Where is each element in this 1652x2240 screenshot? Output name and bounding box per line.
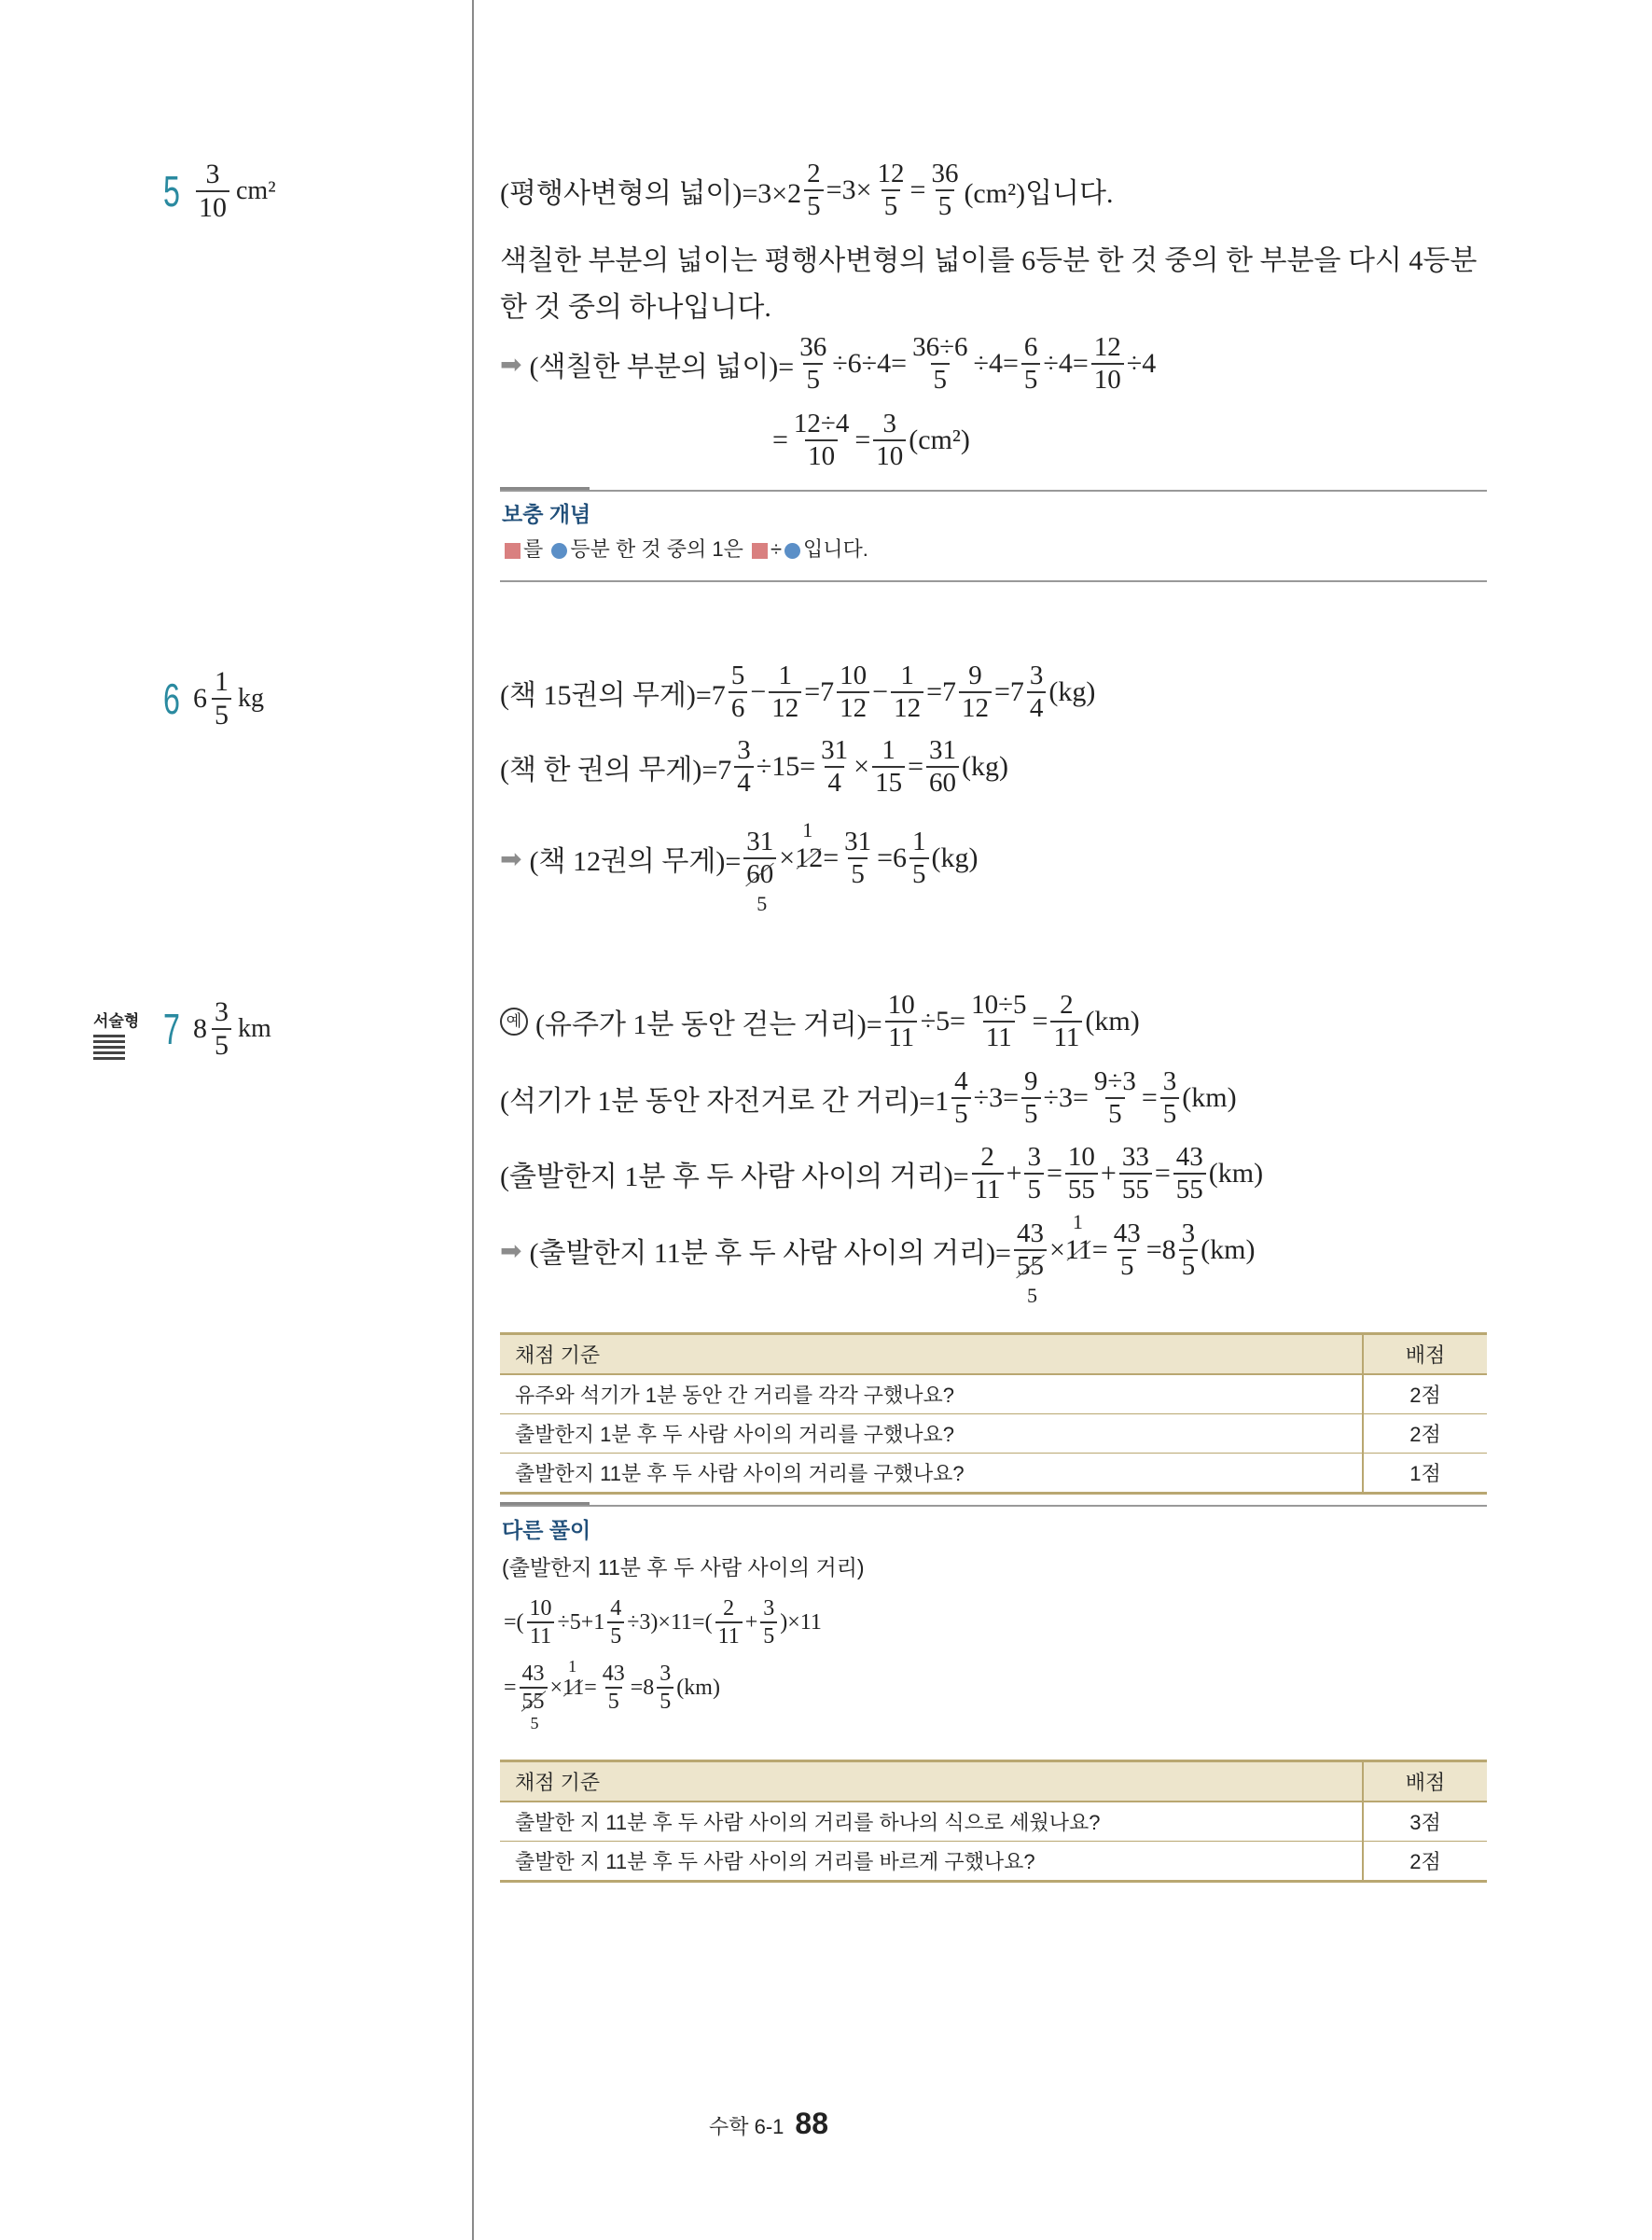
page-footer [709,2107,828,2141]
book-title: 수학 6-1 [709,2115,784,2138]
table-row: 출발한 지 11분 후 두 사람 사이의 거리를 하나의 식으로 세웠나요? 3점 [500,1802,1487,1842]
alt-solution-line-2: =( $\frac{10}{11}$ ÷5+1 $\frac{4}{5}$ ÷3)×11=( $\frac{2}{11}$ + $\frac{3}{5}$ )×11 [504,1596,822,1649]
page-number: 88 [795,2107,829,2140]
alt-solution-line-3: = 43 55 5 × 11 1 = $\frac{43}{5}$ =8 $\frac{3}{5}$ (km) [504,1656,720,1732]
scoring-table-2 [500,1760,1487,1883]
scoring-table-1 [500,1332,1487,1495]
table-header: 채점 기준 배점 [500,1334,1487,1375]
q5-answer-fraction: $\frac{3}{10}$ [196,160,229,222]
arrow-icon: ➡ [500,1234,522,1266]
q6-line-3: ➡ (책 12권의 무게)= 31 60 5 × 12 1 = $\frac{31}{5}$ =6 $\frac{1}{5}$ (kg) [500,818,979,915]
q7-line-3: (출발한지 1분 후 두 사람 사이의 거리)= $\frac{2}{11}$ + $\frac{3}{5}$ = $\frac{10}{55}$ + $\frac{33}{55}$ = $\frac{43}{55}$ (km) [500,1142,1264,1204]
q7-line-2: (석기가 1분 동안 자전거로 간 거리)=1 $\frac{4}{5}$ ÷3= $\frac{9}{5}$ ÷3= $\frac{9\div 3}{5}$ = $\frac{3}{5}$ (km) [500,1066,1237,1129]
descriptive-type-tag: 서술형 [93,1008,139,1063]
q6-line-1: (책 15권의 무게)=7 $\frac{5}{6}$ − $\frac{1}{12}$ =7 $\frac{10}{12}$ − $\frac{1}{12}$ =7 $\frac{9}{12}$ =7 $\frac{3}{4}$ (kg) [500,661,1096,723]
q7-line-1: 예 (유주가 1분 동안 걷는 거리)= $\frac{10}{11}$ ÷5= $\frac{10\div 5}{11}$ = $\frac{2}{11}$ (km) [500,992,1140,1051]
table-row: 출발한 지 11분 후 두 사람 사이의 거리를 바르게 구했나요? 2점 [500,1842,1487,1882]
q7-line-4: ➡ (출발한지 11분 후 두 사람 사이의 거리)= 43 55 5 × 11 1 = $\frac{43}{5}$ =8 $\frac{3}{5}$ (km) [500,1210,1256,1307]
table-header: 채점 기준 배점 [500,1761,1487,1802]
square-icon [505,543,521,559]
supplement-body: 를 등분 한 것 중의 1은 ÷ 입니다. [502,534,868,563]
q7-answer: 7 8 $\frac{3}{5}$ km [163,996,271,1061]
supplement-top-rule [500,490,1487,492]
q5-explanation: 색칠한 부분의 넓이는 평행사변형의 넓이를 6등분 한 것 중의 한 부분을 다시 4등분 한 것 중의 하나입니다. [500,245,1478,323]
alt-solution-line-1: (출발한지 11분 후 두 사람 사이의 거리) [502,1555,865,1579]
q6-number: 6 [163,675,180,723]
q5-number: 5 [163,167,180,216]
q5-answer-unit: cm² [236,176,276,205]
circle-icon [784,543,800,559]
column-divider [472,0,474,2240]
supplement-bottom-rule [500,580,1487,582]
table-row: 유주와 석기가 1분 동안 간 거리를 각각 구했나요? 2점 [500,1374,1487,1414]
table-row: 출발한지 1분 후 두 사람 사이의 거리를 구했나요? 2점 [500,1414,1487,1454]
example-mark: 예 [500,1008,528,1036]
supplement-title: 보충 개념 [502,502,591,526]
arrow-icon: ➡ [500,348,522,380]
arrow-icon: ➡ [500,842,522,874]
table-row: 출발한지 11분 후 두 사람 사이의 거리를 구했나요? 1점 [500,1454,1487,1494]
alt-solution-rule [500,1505,1487,1507]
lines-icon [93,1035,139,1060]
alt-solution-title: 다른 풀이 [502,1518,591,1542]
q5-line-3: ➡ (색칠한 부분의 넓이)= $\frac{36}{5}$ ÷6÷4= $\frac{36\div 6}{5}$ ÷4= $\frac{6}{5}$ ÷4= $\frac{12}{10}$ ÷4 [500,332,1157,395]
square-icon [752,543,768,559]
q7-number: 7 [163,1005,180,1053]
q5-answer [163,160,276,222]
q5-line-1: (평행사변형의 넓이)=3×2 $\frac{2}{5}$ =3× $\frac{12}{5}$ = $\frac{36}{5}$ (cm²)입니다. [500,159,1114,221]
q6-answer: 6 6 $\frac{1}{5}$ kg [163,666,264,730]
q6-line-2: (책 한 권의 무게)=7 $\frac{3}{4}$ ÷15= $\frac{31}{4}$ × $\frac{1}{15}$ = $\frac{31}{60}$ (kg) [500,735,1008,798]
q5-line-4: = $\frac{12\div 4}{10}$ = $\frac{3}{10}$ (cm²) [772,409,970,471]
circle-icon [551,543,567,559]
